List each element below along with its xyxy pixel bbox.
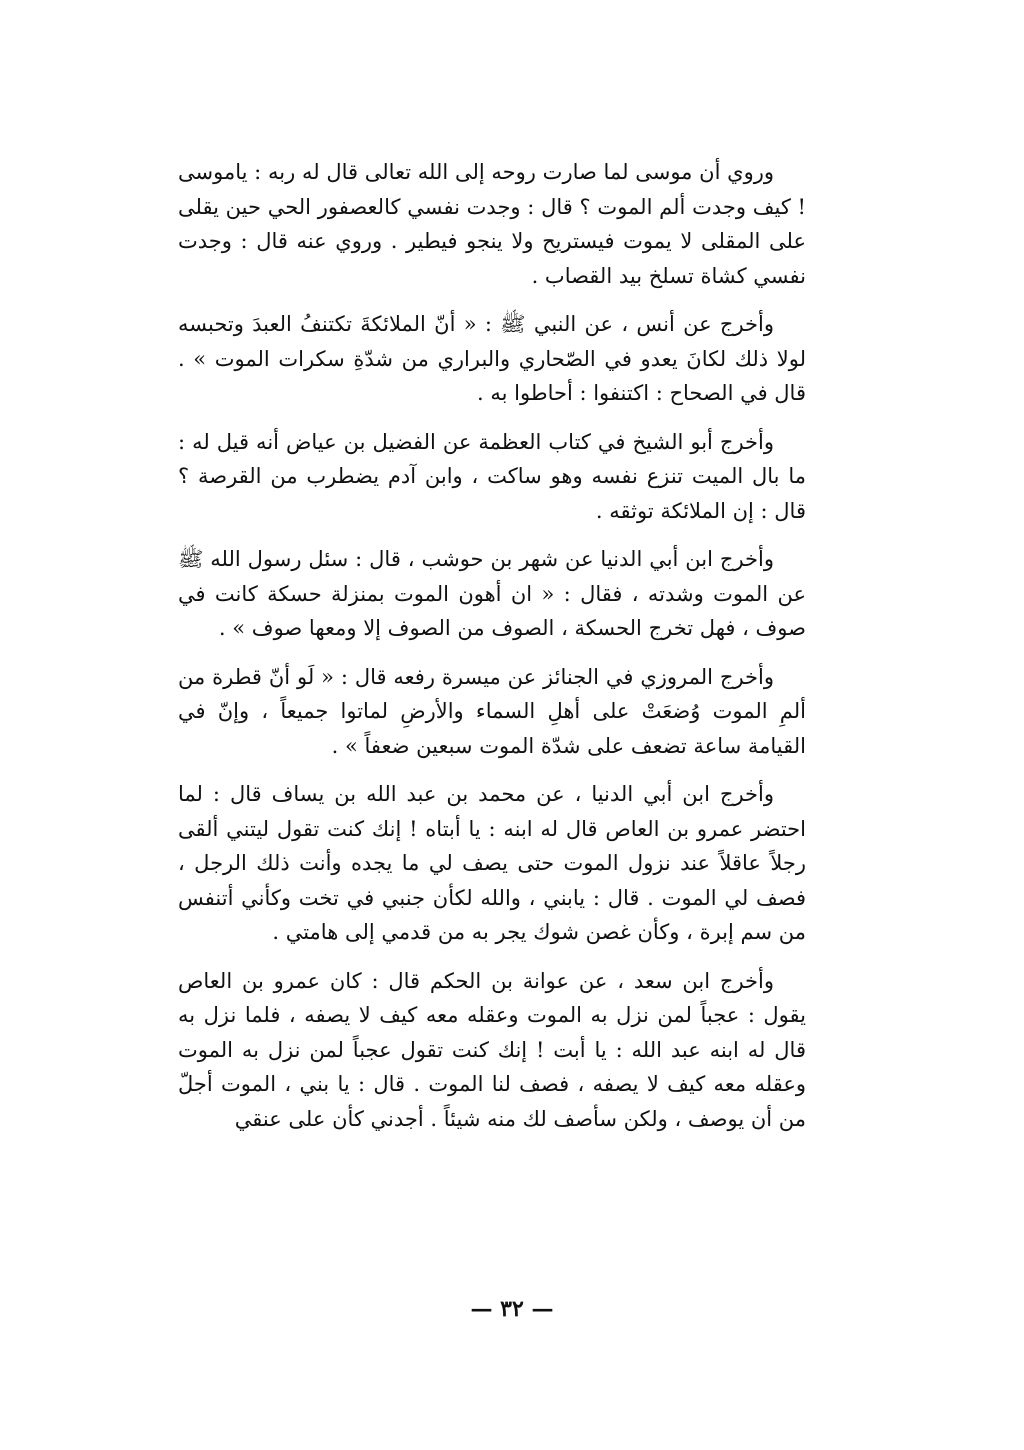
page-number: — ٣٢ — — [470, 1296, 554, 1322]
paragraph-ibn-saad: وأخرج ابن سعد ، عن عوانة بن الحكم قال : كان عمرو بن العاص يقول : عجباً لمن نزل به الموت وعقله معه كيف لا يصفه ، فلما نزل به قال له ابنه عبد الله : يا أبت ! إنك كنت تقول عجباً لمن نزل به الموت وعقله معه كيف لا يصفه ، فصف لنا الموت . قال : يا بني ، الموت أجلّ من أن يوصف ، ولكن سأصف لك منه شيئاً . أجدني كأن على عنقي — [178, 968, 807, 1131]
paragraph-anas: وأخرج عن أنس ، عن النبي ﷺ : « أنّ الملائكةَ تكتنفُ العبدَ وتحبسه لولا ذلك لكانَ يعدو في الصّحاري والبراري من شدّةِ سكرات الموت » . قال في الصحاح : اكتنفوا : أحاطوا به . — [178, 312, 806, 405]
page-body — [178, 155, 806, 1150]
paragraph-ibn-abi-dunya: وأخرج ابن أبي الدنيا ، عن محمد بن عبد الله بن يساف قال : لما احتضر عمرو بن العاص قال له ابنه : يا أبتاه ! إنك كنت تقول ليتني ألقى رجلاً عاقلاً عند نزول الموت حتى يصف لي ما يجده وأنت ذلك الرجل ، فصف لي الموت . قال : يابني ، والله لكأن جنبي في تخت وكأني أتنفس من سم إبرة ، وكأن غصن شوك يجر به من قدمي إلى هامتي . — [178, 782, 806, 944]
paragraph-moses: وروي أن موسى لما صارت روحه إلى الله تعالى قال له ربه : ياموسى ! كيف وجدت ألم الموت ؟ قال : وجدت نفسي كالعصفور الحي حين يقلى على المقلى لا يموت فيستريح ولا ينجو فيطير . وروي عنه قال : وجدت نفسي كشاة تسلخ بيد القصاب . — [178, 160, 806, 288]
paragraph-marwazi: وأخرج المروزي في الجنائز عن ميسرة رفعه قال : « لَو أنّ قطرة من ألمِ الموت وُضعَتْ على أهلِ السماء والأرضِ لماتوا جميعاً ، وإنّ في القيامة ساعة تضعف على شدّة الموت سبعين ضعفاً » . — [178, 664, 806, 758]
paragraph-fudayl: وأخرج أبو الشيخ في كتاب العظمة عن الفضيل بن عياض أنه قيل له : ما بال الميت تنزع نفسه وهو ساكت ، وابن آدم يضطرب من القرصة ؟ قال : إن الملائكة توثقه . — [178, 429, 806, 523]
paragraph-shahr: وأخرج ابن أبي الدنيا عن شهر بن حوشب ، قال : سئل رسول الله ﷺ عن الموت وشدته ، فقال : « ان أهون الموت بمنزلة حسكة كانت في صوف ، فهل تخرج الحسكة ، الصوف من الصوف إلا ومعها صوف » . — [178, 547, 806, 640]
